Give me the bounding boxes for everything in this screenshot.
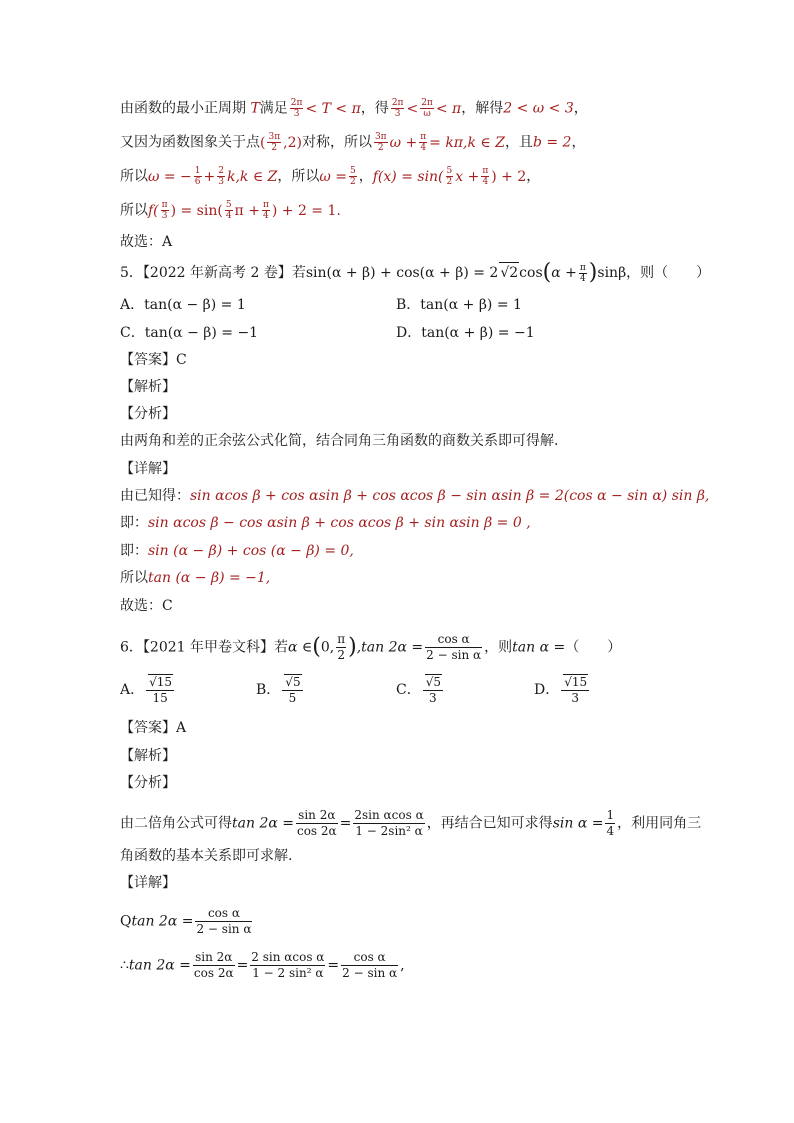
text: 由二倍角公式可得 <box>120 815 232 832</box>
frac-num: 2π <box>391 98 404 108</box>
source-tag: 【2021 年甲卷文科】 <box>142 639 275 656</box>
text: 由已知得： <box>120 488 190 504</box>
frac-den: 2 <box>350 177 356 187</box>
frac-den: 3 <box>394 109 401 119</box>
frac-den: 2 <box>377 143 384 153</box>
frac-den: 6 <box>194 177 201 187</box>
text: 所以 <box>120 570 148 586</box>
fenxi-text-6b: 角函数的基本关系即可求解. <box>120 848 293 864</box>
text: ，得 <box>360 100 389 117</box>
frac-den: 1 − 2sin² α <box>355 824 423 838</box>
frac-num: π <box>161 200 168 210</box>
option-a[interactable] <box>120 674 176 706</box>
frac-num: cos α <box>341 950 398 966</box>
frac-num: 2 sin αcos α <box>251 950 325 964</box>
fenxi-heading-6: 【分析】 <box>120 775 176 791</box>
frac-num: π <box>482 166 489 176</box>
math: b = 2 <box>532 134 572 151</box>
text: ，解得 <box>461 100 504 117</box>
solution-line-2: 又因为函数图象关于点( $\frac{3\pi}{2}$ ,2)对称，所以 $\frac{3\pi}{2}$ ω + $\frac{\pi}{4}$ = kπ,k ∈ Z，且b = 2， <box>120 132 586 153</box>
frac-den: 4 <box>263 211 269 221</box>
frac-num: cos α <box>195 906 252 922</box>
detail-line-1 <box>120 486 709 506</box>
text: 2 <box>509 265 519 281</box>
frac-den: 4 <box>482 177 489 187</box>
option-text: tan(α + β) = 1 <box>420 297 522 313</box>
frac-den: 4 <box>225 211 232 221</box>
math: ,tan 2α = <box>356 639 424 656</box>
text: Q <box>120 913 132 930</box>
text: ，且 <box>504 134 533 151</box>
frac-num: 1 <box>194 166 201 176</box>
math: tan 2α = <box>131 913 194 930</box>
text: 即： <box>120 543 148 559</box>
option-b[interactable] <box>256 674 305 706</box>
option-label: B． <box>396 297 421 313</box>
solution-line-1 <box>120 98 588 119</box>
frac-den: 15 <box>152 691 168 705</box>
text: 由函数的最小正周期 <box>120 100 246 117</box>
frac-den: 3 <box>429 691 437 705</box>
frac-den: 5 <box>288 691 297 705</box>
math: α ∈ <box>288 639 313 656</box>
frac-num: π <box>579 262 586 273</box>
frac-den: 3 <box>161 211 168 221</box>
option-d[interactable] <box>534 674 591 706</box>
frac-den: 4 <box>420 143 427 153</box>
frac-den: ω <box>423 109 431 119</box>
math: = <box>339 815 352 832</box>
frac-num: 5 <box>225 200 232 210</box>
math: T <box>250 100 260 117</box>
frac-num: π <box>337 632 346 646</box>
frac-den: 2 <box>337 648 346 662</box>
option-b[interactable] <box>396 295 522 315</box>
text: 若 <box>291 265 306 281</box>
text: ， <box>526 168 541 185</box>
frac-num: π <box>262 200 269 210</box>
math: sin αcos β − cos αsin β + cos αcos β + sin αsin β = 0 , <box>148 515 531 531</box>
math: = <box>236 957 249 974</box>
option-a[interactable] <box>120 295 246 315</box>
math: < T < π <box>305 100 361 117</box>
frac-den: 2 − sin α <box>342 966 398 980</box>
frac-num: 3π <box>374 132 387 142</box>
math: sin αcos β + cos αsin β + cos αcos β − sin αsin β = 2(cos α − sin α) sin β, <box>190 488 710 504</box>
detail-heading: 【详解】 <box>120 461 176 477</box>
math: 2 < ω < 3 <box>503 100 574 117</box>
text: ，则（ ） <box>626 265 711 281</box>
math: sin α = <box>552 815 604 832</box>
math: ) + 2 = 1. <box>271 202 341 219</box>
frac-num: sin 2α <box>296 808 338 824</box>
text: ，再结合已知可求得 <box>426 815 553 832</box>
text: （ ） <box>565 639 622 656</box>
option-label: B． <box>256 682 281 698</box>
fenxi-text-6 <box>120 808 701 839</box>
text: ，利用同角三 <box>617 815 702 832</box>
option-label: A． <box>120 682 145 698</box>
choose-line: 故选：A <box>120 234 173 250</box>
text: ， <box>571 134 586 151</box>
math: sin (α − β) + cos (α − β) = 0, <box>148 543 354 559</box>
text: 15 <box>571 675 588 689</box>
frac-num: 2π <box>290 98 303 108</box>
frac-num: 5 <box>350 166 356 176</box>
fenxi-heading: 【分析】 <box>120 406 176 422</box>
choose-line-5: 故选：C <box>120 598 173 614</box>
option-label: C． <box>120 325 145 341</box>
math: sin(α + β) + cos(α + β) = 2 <box>305 265 499 281</box>
math: f( <box>148 202 159 219</box>
frac-den: 1 − 2 sin² α <box>252 966 324 980</box>
math: sinβ <box>597 265 627 281</box>
frac-den: 2 − sin α <box>196 922 252 936</box>
frac-num: 2sin αcos α <box>354 808 424 822</box>
question-5-stem: 5．【2022 年新高考 2 卷】若sin(α + β) + cos(α + β) = 2√ 2cos(α + $\frac{\pi}{4}$ )sinβ，则（ ） <box>120 262 710 284</box>
frac-num: 2π <box>421 98 433 108</box>
math: tan 2α = <box>232 815 294 832</box>
fenxi-text: 由两角和差的正余弦公式化简，结合同角三角函数的商数关系即可得解. <box>120 433 559 449</box>
text: ∴ <box>120 957 129 974</box>
option-text: tan(α + β) = −1 <box>421 325 535 341</box>
math: f(x) = sin( <box>372 168 444 185</box>
answer-line: 【答案】C <box>120 352 187 368</box>
detail-eq-2 <box>120 950 405 981</box>
option-label: A． <box>120 297 145 313</box>
text: 又因为函数图象关于点 <box>120 134 260 151</box>
frac-den: 3 <box>218 177 224 187</box>
text: 即： <box>120 515 148 531</box>
option-label: D． <box>534 682 560 698</box>
text: 对称，所以 <box>301 134 372 151</box>
option-label: D． <box>396 325 422 341</box>
math: < π <box>435 100 462 117</box>
text: ， <box>358 168 373 185</box>
frac-den: 3 <box>571 691 580 705</box>
math: = <box>327 957 340 974</box>
text: 5 <box>292 675 301 689</box>
detail-eq-1 <box>120 906 254 937</box>
frac-num: 3π <box>268 132 281 142</box>
option-d[interactable] <box>396 323 535 343</box>
solution-line-3 <box>120 166 540 187</box>
math: ω = − <box>148 168 192 185</box>
question-number: 5． <box>120 265 143 281</box>
math: π + <box>234 202 260 219</box>
option-text: tan(α − β) = −1 <box>144 325 259 341</box>
math: x + <box>455 168 480 185</box>
math: ) = sin( <box>170 202 223 219</box>
text: 若 <box>274 639 289 656</box>
detail-line-3 <box>120 541 354 561</box>
math: tan (α − β) = −1, <box>148 570 271 586</box>
frac-num: cos α <box>425 632 482 648</box>
frac-den: 2 <box>271 143 278 153</box>
math: α + <box>551 265 577 281</box>
math: = kπ,k ∈ Z <box>429 134 505 151</box>
math: + <box>203 168 216 185</box>
answer-line-6: 【答案】A <box>120 720 187 736</box>
question-6-stem: 6．【2021 年甲卷文科】若α ∈(0, $\frac{\pi}{2}$ ),tan 2α = $\frac{\text{cos α}}{\text{2 − sin α}}$ ，则tan α =（ ） <box>120 632 622 662</box>
frac-den: cos 2α <box>193 966 234 980</box>
text: 15 <box>156 675 173 689</box>
frac-num: sin 2α <box>193 950 235 966</box>
frac-den: 4 <box>606 824 615 838</box>
option-c[interactable] <box>396 674 445 706</box>
text: ，则 <box>484 639 513 656</box>
analysis-heading-6: 【解析】 <box>120 748 176 764</box>
text: 所以 <box>120 168 148 185</box>
math: ω + <box>389 134 418 151</box>
option-label: C． <box>396 682 421 698</box>
text: , <box>400 957 405 974</box>
math: < <box>406 100 419 117</box>
detail-heading-6: 【详解】 <box>120 875 176 891</box>
frac-den: 2 − sin α <box>426 648 482 662</box>
question-number: 6． <box>120 639 143 656</box>
solution-line-4 <box>120 200 341 221</box>
frac-num: 1 <box>606 808 615 822</box>
analysis-heading: 【解析】 <box>120 379 176 395</box>
text: 满足 <box>259 100 288 117</box>
text: ， <box>573 100 588 117</box>
math: cos <box>519 265 543 281</box>
math: ω = <box>319 168 348 185</box>
text: ，所以 <box>277 168 320 185</box>
frac-den: 3 <box>293 109 300 119</box>
frac-num: 2 <box>218 166 224 176</box>
frac-num: π <box>420 132 427 142</box>
frac-den: 4 <box>579 273 586 284</box>
detail-line-4 <box>120 568 270 588</box>
math: ,2) <box>283 134 302 151</box>
option-c[interactable] <box>120 323 258 343</box>
math: tan 2α = <box>128 957 191 974</box>
frac-den: 2 <box>446 177 453 187</box>
math: ) + 2 <box>491 168 527 185</box>
detail-line-2 <box>120 513 531 533</box>
source-tag: 【2022 年新高考 2 卷】 <box>142 265 292 281</box>
math: 0, <box>320 639 335 656</box>
sqrt <box>499 262 519 283</box>
text: 5 <box>433 675 442 689</box>
text: 所以 <box>120 202 148 219</box>
option-text: tan(α − β) = 1 <box>144 297 246 313</box>
frac-den: cos 2α <box>296 824 337 838</box>
frac-num: 5 <box>446 166 453 176</box>
math: k,k ∈ Z <box>226 168 278 185</box>
math: tan α = <box>512 639 566 656</box>
